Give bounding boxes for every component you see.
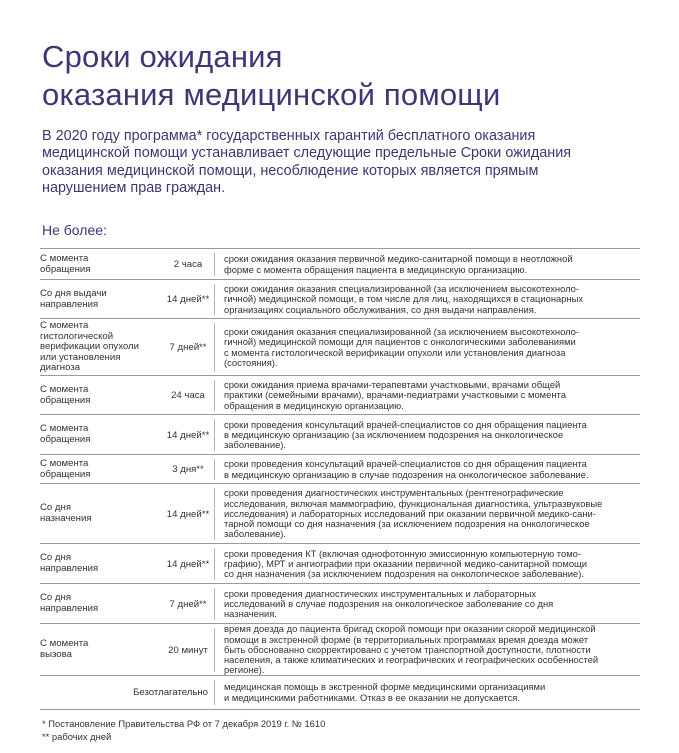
start-point-text-line: обращения bbox=[40, 263, 91, 275]
row-description bbox=[224, 484, 634, 544]
column-divider bbox=[214, 628, 215, 672]
description-text bbox=[224, 380, 566, 411]
intro-line-2: медицинской помощи устанавливает следующие предельные Сроки ожидания bbox=[42, 145, 572, 162]
description-text-line: исследования) и лабораторных исследований при оказании первичной медико-сани- bbox=[224, 507, 596, 519]
table-row bbox=[40, 623, 640, 676]
row-term: 2 часа bbox=[173, 259, 203, 270]
description-text-line: с момента гистологической верификации опухоли или установления диагноза bbox=[224, 346, 566, 358]
row-description bbox=[224, 624, 634, 676]
page-title bbox=[42, 38, 501, 114]
start-point-text-line: гистологической bbox=[40, 330, 114, 342]
description-text-line: графию), МРТ и ангиографии при оказании первичной медико-санитарной помощи bbox=[224, 557, 588, 569]
table-row bbox=[40, 375, 640, 415]
row-start-point bbox=[40, 280, 152, 319]
description-text-line: населения, а также климатических и географических и географических особенностей bbox=[224, 654, 599, 666]
start-point-text-line: С момента bbox=[40, 320, 89, 332]
intro-line-1: В 2020 году программа* государственных гарантий бесплатного оказания bbox=[42, 128, 536, 144]
row-description bbox=[224, 280, 634, 319]
start-point-text-line: направления bbox=[40, 298, 99, 310]
description-text-line: сроки ожидания оказания первичной медико-санитарной помощи в неотложной bbox=[224, 253, 573, 265]
row-description bbox=[224, 676, 634, 709]
description-text bbox=[224, 549, 587, 580]
description-text bbox=[224, 420, 587, 451]
title-line-2: оказания медицинской помощи bbox=[42, 77, 501, 112]
column-divider bbox=[214, 488, 215, 540]
description-text-line: практики (семейными врачами), врачами-педиатрами участковыми с момента bbox=[224, 389, 566, 401]
start-point-text bbox=[40, 503, 92, 524]
description-text-line: время доезда до пациента бригад скорой помощи при оказании скорой медицинской bbox=[224, 623, 596, 635]
description-text-line: исследований в случае подозрения на онкологическое заболевание со дня bbox=[224, 597, 554, 609]
row-start-point bbox=[40, 319, 152, 376]
description-text-line: сроки ожидания приема врачами-терапевтами участковыми, врачами общей bbox=[224, 379, 561, 391]
description-text-line: организациях социального обслуживания, со дня выдачи направления. bbox=[224, 303, 537, 315]
description-text-line: сроки проведения КТ (включая однофотонную эмиссионную компьютерную томо- bbox=[224, 547, 581, 559]
description-text bbox=[224, 624, 598, 675]
table-row bbox=[40, 483, 640, 544]
row-start-point bbox=[40, 624, 152, 676]
table-row bbox=[40, 414, 640, 455]
description-text-line: форме с момента обращения пациента в медицинскую организацию. bbox=[224, 263, 528, 275]
description-text-line: заболевание). bbox=[224, 528, 287, 540]
row-description bbox=[224, 544, 634, 584]
description-text-line: сроки ожидания оказания специализированной (за исключением высокотехноло- bbox=[224, 283, 580, 295]
row-start-point bbox=[40, 584, 152, 624]
description-text-line: гичной) медицинской помощи для пациентов с онкологическими заболеваниями bbox=[224, 336, 576, 348]
description-text-line: сроки проведения диагностических инструментальных (рентгенографические bbox=[224, 487, 564, 499]
table-row bbox=[40, 318, 640, 376]
description-text-line: (состояния). bbox=[224, 356, 278, 368]
description-text-line: обращения в медицинскую организацию. bbox=[224, 399, 404, 411]
start-point-text bbox=[40, 321, 139, 374]
column-divider bbox=[214, 588, 215, 620]
footnote-decree: * Постановление Правительства РФ от 7 декабря 2019 г. № 1610 bbox=[42, 718, 326, 729]
start-point-text-line: или установления bbox=[40, 351, 121, 363]
description-text-line: медицинская помощь в экстренной форме медицинскими организациями bbox=[224, 681, 546, 693]
row-start-point bbox=[40, 415, 152, 455]
description-text-line: в медицинскую организацию (за исключением подозрения на онкологическое bbox=[224, 428, 564, 440]
start-point-text-line: верификации опухоли bbox=[40, 341, 139, 353]
row-start-point bbox=[40, 484, 152, 544]
start-point-text-line: С момента bbox=[40, 252, 89, 264]
start-point-text bbox=[40, 639, 88, 660]
intro-paragraph bbox=[42, 128, 642, 198]
column-divider bbox=[214, 419, 215, 451]
start-point-text-line: обращения bbox=[40, 394, 91, 406]
row-term: 14 дней** bbox=[166, 429, 210, 441]
column-divider bbox=[214, 459, 215, 480]
description-text-line: и медицинскими работниками. Отказ в ее оказании не допускается. bbox=[224, 691, 520, 703]
table-row bbox=[40, 543, 640, 584]
start-point-text-line: С момента bbox=[40, 457, 89, 469]
start-point-text-line: вызова bbox=[40, 649, 72, 660]
table-row bbox=[40, 583, 640, 624]
description-text-line: назначения. bbox=[224, 608, 277, 620]
description-text bbox=[224, 488, 602, 539]
description-text-line: исследования, включая маммографию, функциональная диагностика, ультразвуковые bbox=[224, 497, 603, 509]
row-term: 3 дня** bbox=[172, 464, 204, 475]
row-description bbox=[224, 319, 634, 376]
start-point-text-line: С момента bbox=[40, 383, 89, 395]
start-point-text bbox=[40, 593, 98, 614]
start-point-text bbox=[40, 289, 107, 310]
column-divider bbox=[214, 253, 215, 276]
start-point-text-line: назначения bbox=[40, 513, 92, 524]
column-divider bbox=[214, 380, 215, 411]
column-divider bbox=[214, 548, 215, 580]
description-text bbox=[224, 284, 583, 315]
row-description bbox=[224, 249, 634, 280]
start-point-text bbox=[40, 459, 90, 480]
start-point-text bbox=[40, 385, 90, 406]
footnote-working-days: ** рабочих дней bbox=[42, 731, 112, 742]
description-text-line: регионе). bbox=[224, 664, 265, 676]
row-start-point bbox=[40, 249, 152, 280]
intro-line-3: оказания медицинской помощи, несоблюдение которых является прямым bbox=[42, 162, 539, 179]
row-term: 7 дней** bbox=[169, 598, 207, 610]
start-point-text bbox=[40, 254, 90, 275]
description-text-line: гичной) медицинской помощи, в том числе для лиц, находящихся в стационарных bbox=[224, 293, 584, 305]
row-start-point bbox=[40, 544, 152, 584]
column-divider bbox=[214, 680, 215, 705]
table-row-emergency bbox=[40, 675, 640, 710]
row-term: 7 дней** bbox=[169, 342, 207, 353]
row-start-point bbox=[40, 376, 152, 415]
description-text-line: сроки проведения консультаций врачей-специалистов со дня обращения пациента bbox=[224, 458, 587, 470]
description-text bbox=[224, 327, 579, 368]
description-text-line: сроки проведения диагностических инструментальных и лабораторных bbox=[224, 587, 537, 599]
not-more-label: Не более: bbox=[42, 222, 107, 238]
row-start-point bbox=[40, 455, 152, 484]
row-description bbox=[224, 415, 634, 455]
start-point-text-line: Со дня выдачи bbox=[40, 287, 107, 299]
start-point-text bbox=[40, 553, 98, 574]
description-text-line: заболевание). bbox=[224, 439, 287, 451]
description-text-line: помощи в экстренной форме (в территориальных программах время доезда может bbox=[224, 633, 589, 645]
description-text-line: быть обоснованно скорректировано с учетом транспортной доступности, плотности bbox=[224, 643, 591, 655]
start-point-text-line: С момента bbox=[40, 423, 89, 435]
description-text-line: тарной помощи со дня назначения (за исключением подозрения на онкологическое bbox=[224, 518, 590, 530]
description-text-line: в медицинскую организацию в случае подозрения на онкологическое заболевание. bbox=[224, 468, 589, 480]
column-divider bbox=[214, 284, 215, 315]
start-point-text-line: С момента bbox=[40, 638, 89, 650]
description-text bbox=[224, 254, 573, 275]
description-text-line: сроки проведения консультаций врачей-специалистов со дня обращения пациента bbox=[224, 418, 587, 430]
description-text-line: сроки ожидания оказания специализированной (за исключением высокотехноло- bbox=[224, 325, 580, 337]
description-text-line: со дня назначения (за исключением подозрения на онкологическое заболевание). bbox=[224, 568, 584, 580]
start-point-text-line: диагноза bbox=[40, 362, 81, 374]
row-term: 14 дней** bbox=[166, 558, 210, 570]
start-point-text bbox=[40, 424, 90, 445]
table-row bbox=[40, 454, 640, 484]
intro-line-4: нарушением прав граждан. bbox=[42, 180, 226, 197]
start-point-text-line: направления bbox=[40, 563, 99, 574]
row-term: 20 минут bbox=[168, 644, 208, 656]
start-point-text-line: обращения bbox=[40, 468, 91, 480]
start-point-text-line: Со дня bbox=[40, 502, 72, 514]
description-text bbox=[224, 589, 553, 620]
start-point-text-line: обращения bbox=[40, 434, 91, 445]
row-term: 24 часа bbox=[171, 390, 205, 401]
start-point-text-line: направления bbox=[40, 603, 99, 614]
description-text bbox=[224, 682, 545, 703]
column-divider bbox=[214, 323, 215, 372]
row-description bbox=[224, 376, 634, 415]
title-line-1: Сроки ожидания bbox=[42, 39, 283, 74]
start-point-text-line: Со дня bbox=[40, 592, 72, 604]
row-term: Безотлагательно bbox=[133, 687, 208, 698]
row-term: 14 дней** bbox=[166, 294, 210, 305]
table-row bbox=[40, 279, 640, 319]
row-description bbox=[224, 584, 634, 624]
table-row bbox=[40, 248, 640, 280]
description-text bbox=[224, 459, 589, 480]
start-point-text-line: Со дня bbox=[40, 552, 72, 564]
row-description bbox=[224, 455, 634, 484]
row-term: 14 дней** bbox=[166, 508, 210, 520]
